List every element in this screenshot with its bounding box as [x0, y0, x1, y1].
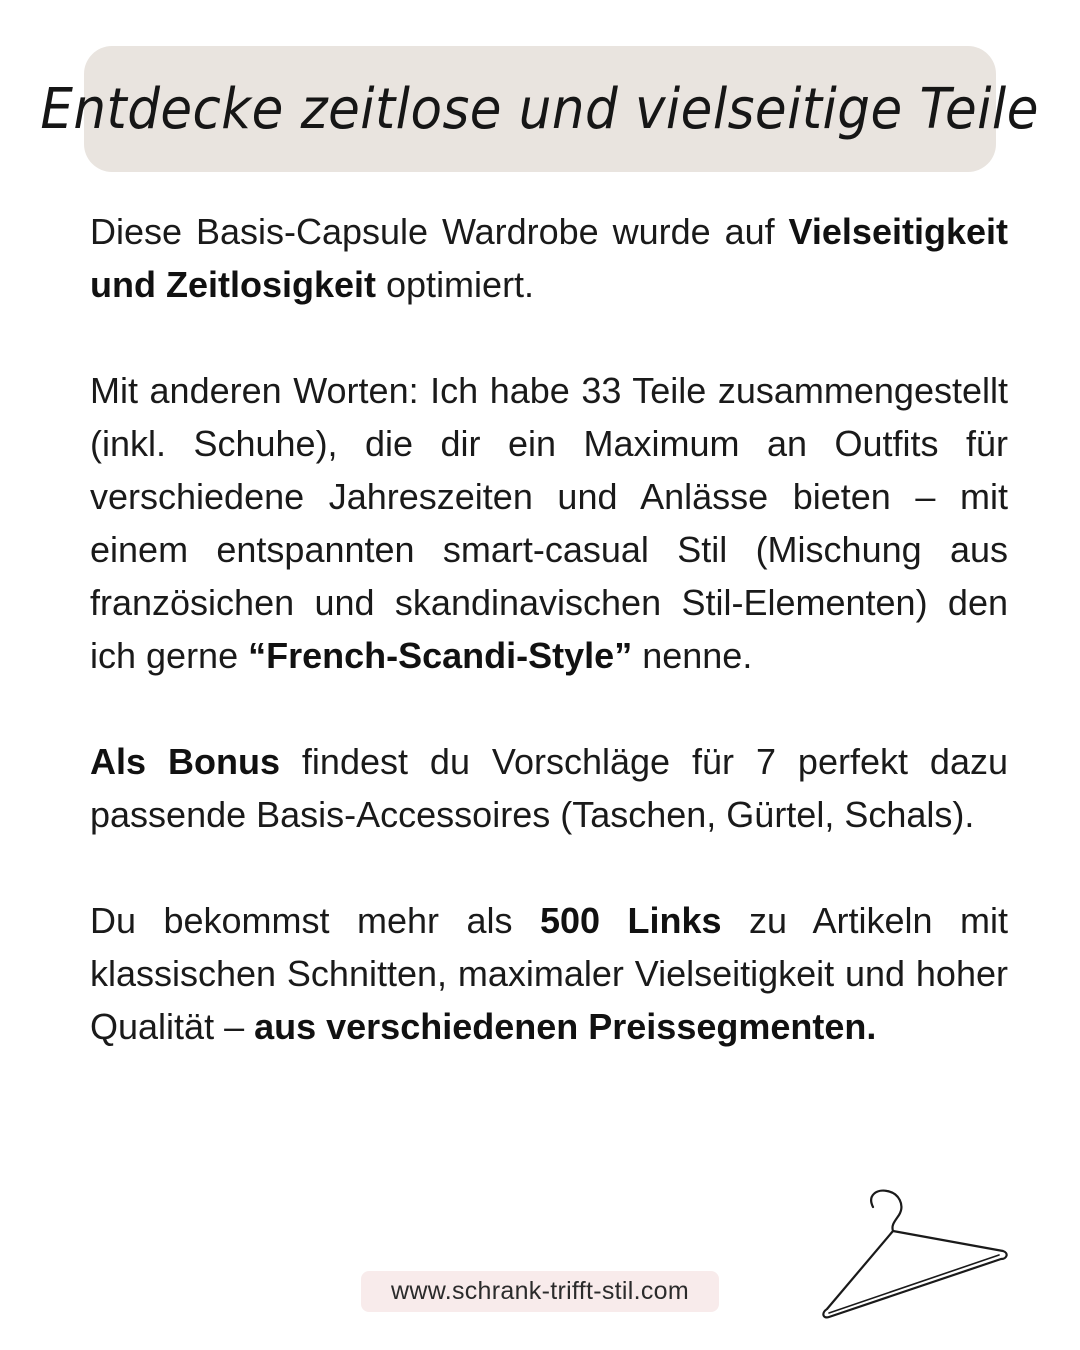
paragraph-bonus [90, 735, 1008, 841]
title-banner [40, 46, 1040, 172]
text-run: Mit anderen Worten: Ich habe 33 Teile zusammengestellt (inkl. Schuhe), die dir ein Maximum an Outfits für verschiedene Jahreszeiten und Anlässe bieten – mit einem entspannten smart-casual Stil (Mischung aus französichen und skandinavischen Stil-Elementen) den ich gerne [90, 370, 1008, 676]
text-run: Diese Basis-Capsule Wardrobe wurde auf [90, 211, 789, 252]
paragraph-intro [90, 205, 1008, 311]
bold-run: Als Bonus [90, 741, 280, 782]
bold-run: “French-Scandi-Style” [248, 635, 633, 676]
website-url[interactable]: www.schrank-trifft-stil.com [361, 1271, 719, 1312]
body-text [90, 205, 1008, 1106]
text-run: zu Artikeln mit klassischen Schnitten, maximaler Vielseitigkeit und hoher Qualität – [90, 900, 1008, 1047]
page-title: Entdecke zeitlose und vielseitige Teile [40, 76, 1040, 142]
text-run: findest du Vorschläge für 7 perfekt dazu passende Basis-Accessoires (Taschen, Gürtel, Schals). [90, 741, 1008, 835]
text-run: optimiert. [376, 264, 535, 305]
text-run: nenne. [632, 635, 753, 676]
bold-run: 500 Links [539, 900, 722, 941]
paragraph-links [90, 894, 1008, 1053]
bold-run: Vielseitigkeit und Zeitlosigkeit [90, 211, 1008, 305]
bold-run: aus verschiedenen Preissegmenten. [254, 1006, 877, 1047]
hanger-icon [815, 1185, 1015, 1330]
paragraph-description [90, 364, 1008, 682]
text-run: Du bekommst mehr als [90, 900, 540, 941]
